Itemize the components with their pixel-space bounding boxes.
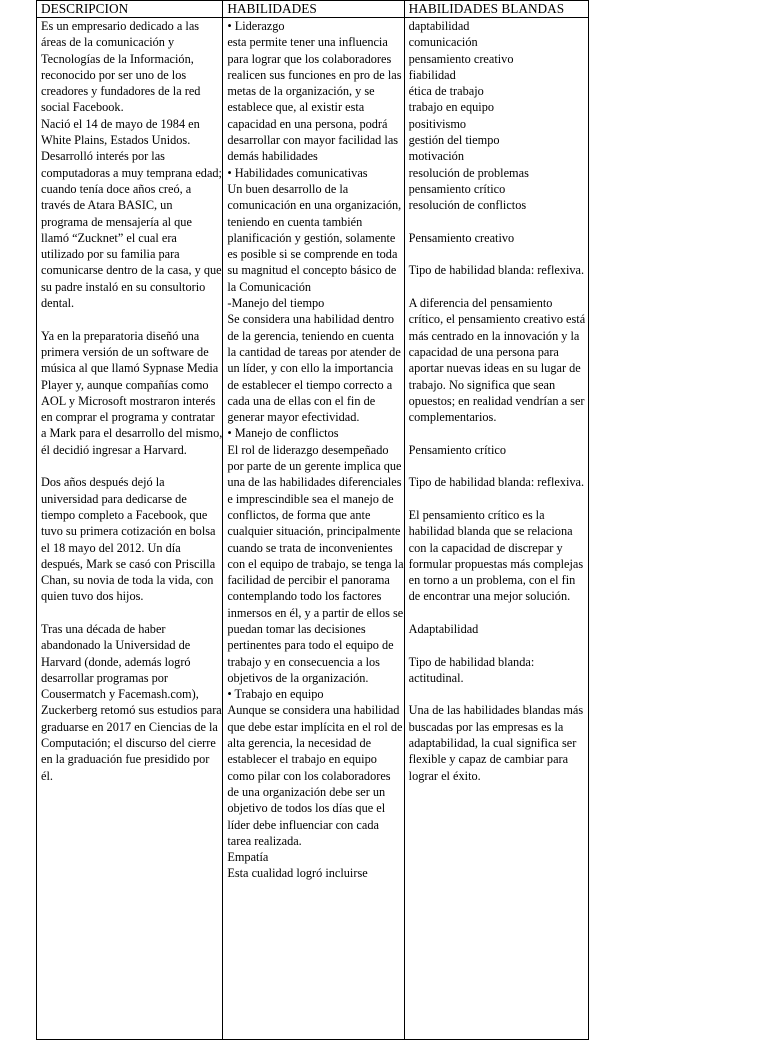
soft-skills-cell [404,18,588,1040]
soft-skills-text: daptabilidad comunicación pensamiento creativo fiabilidad ética de trabajo trabajo en equipo positivismo gestión del tiempo motivación resolución de problemas pensamiento crítico resolución de conflictos Pensamiento creativo Tipo de habilidad blanda: reflexiva. A diferencia del pensamiento crítico, el pensamiento creativo está más centrado en la innovación y la capacidad de una persona para aportar nuevas ideas en su lugar de trabajo. No significa que sean opuestos; en realidad vendrían a ser complementarios. Pensamiento crítico Tipo de habilidad blanda: reflexiva. El pensamiento crítico es la habilidad blanda que se relaciona con la capacidad de discrepar y formular propuestas más complejas en torno a un problema, con el fin de encontrar una mejor solución. Adaptabilidad Tipo de habilidad blanda: actitudinal. Una de las habilidades blandas más buscadas por las empresas es la adaptabilidad, la cual significa ser flexible y capaz de cambiar para lograr el éxito. [408,19,586,783]
content-row [37,18,589,1040]
description-cell [37,18,223,1040]
skills-text: • Liderazgo esta permite tener una influencia para lograr que los colaboradores realicen sus funciones en pro de las metas de la organización, y se establece que, al existir esta capacidad en una persona, podrá desarrollar con mayor facilidad las demás habilidades • Habilidades comunicativas Un buen desarrollo de la comunicación en una organización, teniendo en cuenta también planificación y gestión, solamente es posible si se comprende en toda su magnitud el concepto básico de la Comunicación -Manejo del tiempo Se considera una habilidad dentro de la gerencia, teniendo en cuenta la cantidad de tareas por atender de un líder, y con ello la importancia de establecer el tiempo correcto a cada una de ellas con el fin de generar mayor efectividad. • Manejo de conflictos El rol de liderazgo desempeñado por parte de un gerente implica que una de las habilidades diferenciales e imprescindible sea el manejo de conflictos, de forma que ante cualquier situación, principalmente cuando se trata de inconvenientes con el equipo de trabajo, se tenga la facilidad de percibir el panorama contemplando todo los factores inmersos en él, y a partir de ellos se puedan tomar las decisiones pertinentes para todo el equipo de trabajo y en consecuencia a los objetivos de la organización. • Trabajo en equipo Aunque se considera una habilidad que debe estar implícita en el rol de alta gerencia, la necesidad de establecer el trabajo en equipo como pilar con los colaboradores de una organización debe ser un objetivo de todos los días que el líder debe influenciar con cada tarea realizada. Empatía Esta cualidad logró incluirse [227,19,404,881]
header-row [37,1,589,18]
document-table [36,0,589,1040]
description-text: Es un empresario dedicado a las áreas de la comunicación y Tecnologías de la Información, reconocido por ser uno de los creadores y fundadores de la red social Facebook. Nació el 14 de mayo de 1984 en White Plains, Estados Unidos. Desarrolló interés por las computadoras a muy temprana edad; cuando tenía doce años creó, a través de Atara BASIC, un programa de mensajería al que llamó “Zucknet” el cual era utilizado por su familia para comunicarse dentro de la casa, y que su padre instaló en su consultorio dental. Ya en la preparatoria diseñó una primera versión de un software de música al que llamó Sypnase Media Player y, aunque compañías como AOL y Microsoft mostraron interés en comprar el programa y contratar a Mark para el desarrollo del mismo, él decidió ingresar a Harvard. Dos años después dejó la universidad para dedicarse de tiempo completo a Facebook, que tuvo su primera cotización en bolsa el 18 mayo del 2012. Un día después, Mark se casó con Priscilla Chan, su novia de toda la vida, con quien tuvo dos hijos. Tras una década de haber abandonado la Universidad de Harvard (donde, además logró desarrollar programas por Cousermatch y Facemash.com), Zuckerberg retomó sus estudios para graduarse en 2017 en Ciencias de la Computación; el discurso del cierre en la graduación fue presidido por él. [41,19,223,783]
header-skills: HABILIDADES [223,1,404,18]
skills-cell [223,18,404,1040]
header-description: DESCRIPCION [37,1,223,18]
header-soft-skills: HABILIDADES BLANDAS [404,1,588,18]
